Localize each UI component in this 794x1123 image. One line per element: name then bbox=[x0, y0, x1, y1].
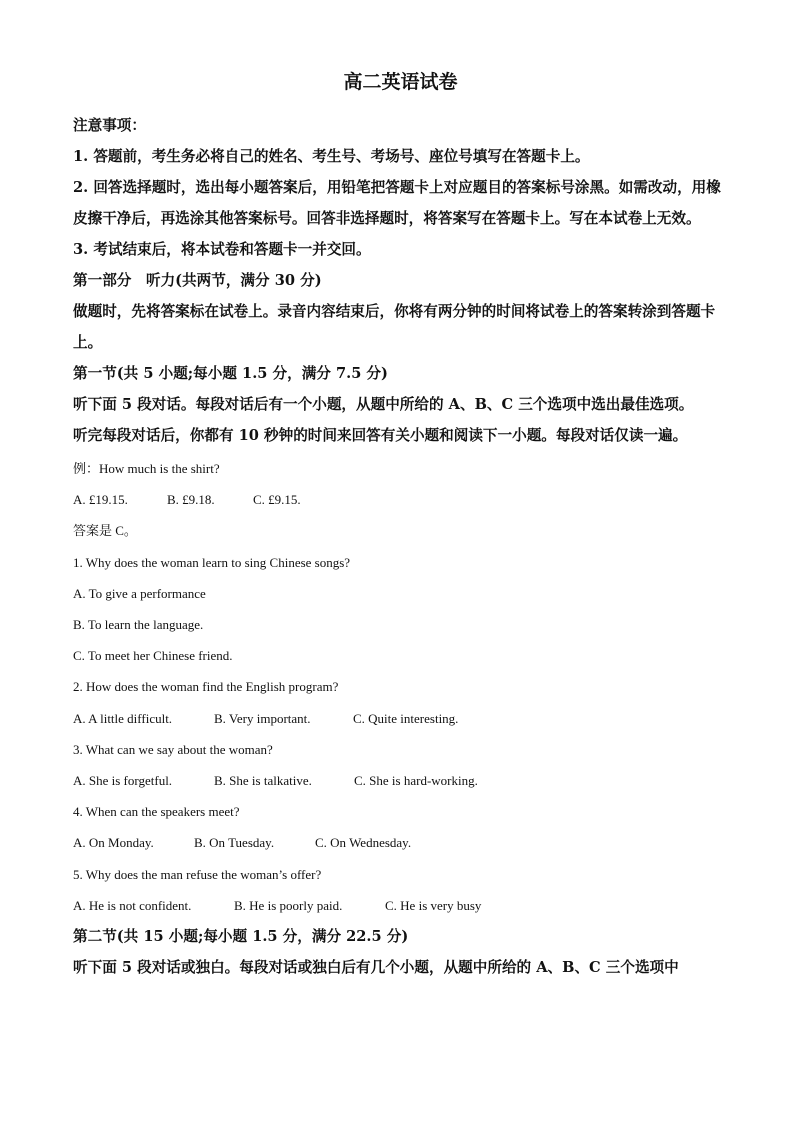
option-a: A. On Monday. bbox=[73, 835, 154, 851]
part1-heading: 第一部分 听力(共两节，满分 30 分) bbox=[73, 272, 322, 289]
question-options bbox=[73, 890, 728, 921]
example-answer: 答案是 C。 bbox=[73, 523, 137, 539]
option-b: B. He is poorly paid. bbox=[234, 897, 343, 913]
question-stem: 3. What can we say about the woman? bbox=[73, 741, 273, 757]
question-stem: 1. Why does the woman learn to sing Chinese songs? bbox=[73, 554, 351, 570]
option-b: B. On Tuesday. bbox=[194, 835, 275, 851]
notice-heading: 注意事项： bbox=[73, 117, 146, 134]
section1-instruction-line2: 听完每段对话后，你都有 10 秒钟的时间来回答有关小题和阅读下一小题。每段对话仅读一遍。 bbox=[73, 427, 688, 444]
question-options bbox=[73, 765, 728, 796]
option-c: C. On Wednesday. bbox=[315, 835, 412, 851]
exam-page bbox=[73, 68, 728, 983]
question-1 bbox=[73, 547, 728, 672]
question-stem: 4. When can the speakers meet? bbox=[73, 804, 240, 820]
example-option-b: B. £9.18. bbox=[167, 492, 215, 508]
part1-intro: 做题时，先将答案标在试卷上。录音内容结束后，你将有两分钟的时间将试卷上的答案转涂到答题卡上。 bbox=[73, 303, 716, 351]
question-5 bbox=[73, 859, 728, 921]
page-title: 高二英语试卷 bbox=[343, 71, 458, 93]
option-a: A. To give a performance bbox=[73, 585, 206, 601]
example-options bbox=[73, 484, 728, 515]
notice-item-1: 1. 答题前，考生务必将自己的姓名、考生号、考场号、座位号填写在答题卡上。 bbox=[73, 148, 590, 165]
question-4 bbox=[73, 796, 728, 858]
example-option-a: A. £19.15. bbox=[73, 492, 128, 508]
example-option-c: C. £9.15. bbox=[253, 492, 301, 508]
option-b: B. Very important. bbox=[214, 710, 311, 726]
question-stem: 2. How does the woman find the English program? bbox=[73, 679, 339, 695]
option-c: C. To meet her Chinese friend. bbox=[73, 648, 233, 664]
option-c: C. She is hard-working. bbox=[354, 773, 478, 789]
section2-heading: 第二节(共 15 小题;每小题 1.5 分，满分 22.5 分) bbox=[73, 928, 409, 946]
option-b: B. She is talkative. bbox=[214, 773, 312, 789]
option-b: B. To learn the language. bbox=[73, 617, 204, 633]
question-2 bbox=[73, 671, 728, 733]
option-a: A. A little difficult. bbox=[73, 710, 173, 726]
question-stem: 5. Why does the man refuse the woman’s offer? bbox=[73, 866, 322, 882]
notice-item-2: 2. 回答选择题时，选出每小题答案后，用铅笔把答题卡上对应题目的答案标号涂黑。如需改动，用橡皮擦干净后，再选涂其他答案标号。回答非选择题时，将答案写在答题卡上。写在本试卷上无效。 bbox=[73, 179, 721, 227]
question-3 bbox=[73, 734, 728, 796]
section1-instruction-line1: 听下面 5 段对话。每段对话后有一个小题，从题中所给的 A、B、C 三个选项中选出最佳选项。 bbox=[73, 396, 694, 413]
example-question: 例：How much is the shirt? bbox=[73, 461, 220, 476]
option-c: C. Quite interesting. bbox=[353, 710, 459, 726]
option-c: C. He is very busy bbox=[385, 897, 482, 913]
notice-item-3: 3. 考试结束后，将本试卷和答题卡一并交回。 bbox=[73, 241, 371, 258]
section2-instruction: 听下面 5 段对话或独白。每段对话或独白后有几个小题，从题中所给的 A、B、C 三个选项中 bbox=[73, 959, 679, 977]
question-options bbox=[73, 703, 728, 734]
option-a: A. She is forgetful. bbox=[73, 773, 173, 789]
option-a: A. He is not confident. bbox=[73, 897, 192, 913]
section1-heading: 第一节(共 5 小题;每小题 1.5 分，满分 7.5 分) bbox=[73, 365, 388, 382]
question-options bbox=[73, 827, 728, 858]
